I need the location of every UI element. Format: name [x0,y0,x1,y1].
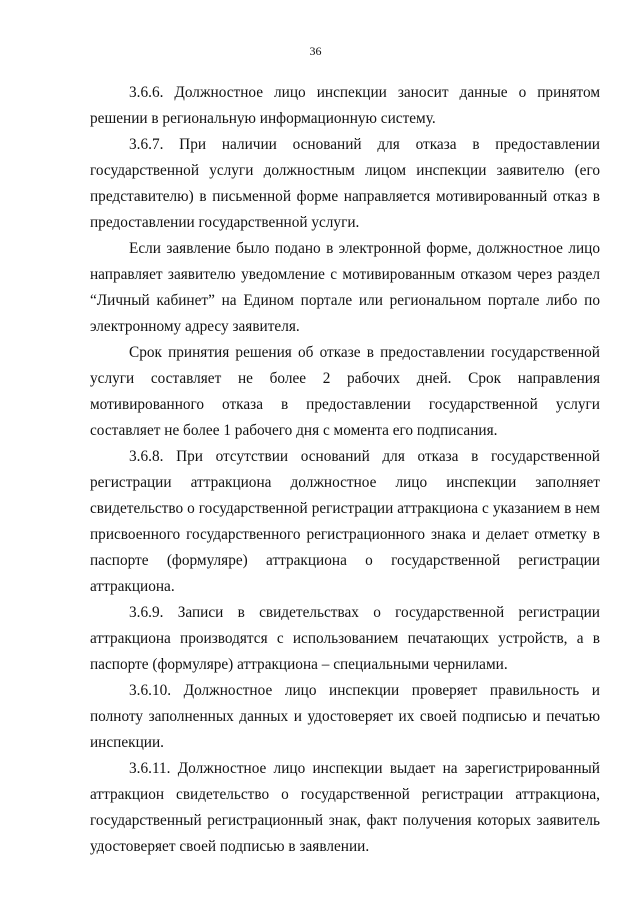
paragraph-3-6-8: 3.6.8. При отсутствии оснований для отказа в государственной регистрации аттракциона должностное лицо инспекции заполняет свидетельство о государственной регистрации аттракциона с указанием в нем присвоенного государственного регистрационного знака и делает отметку в паспорте (формуляре) аттракциона о государственной регистрации аттракциона. [90,448,600,595]
document-body [90,80,600,860]
paragraph-electronic-form: Если заявление было подано в электронной форме, должностное лицо направляет заявителю уведомление с мотивированным отказом через раздел “Личный кабинет” на Едином портале или региональном портале либо по электронному адресу заявителя. [90,240,600,335]
paragraph-3-6-10: 3.6.10. Должностное лицо инспекции проверяет правильность и полноту заполненных данных и удостоверяет их своей подписью и печатью инспекции. [90,682,600,751]
paragraph-refusal-deadline: Срок принятия решения об отказе в предоставлении государственной услуги составляет не более 2 рабочих дней. Срок направления мотивированного отказа в предоставлении государственной услуги составляет не более 1 рабочего дня с момента его подписания. [90,344,600,439]
paragraph-3-6-9: 3.6.9. Записи в свидетельствах о государственной регистрации аттракциона производятся с использованием печатающих устройств, а в паспорте (формуляре) аттракциона – специальными чернилами. [90,604,600,673]
paragraph-3-6-7: 3.6.7. При наличии оснований для отказа в предоставлении государственной услуги должностным лицом инспекции заявителю (его представителю) в письменной форме направляется мотивированный отказ в предоставлении государственной услуги. [90,136,600,231]
page-number: 36 [309,44,322,58]
paragraph-3-6-11: 3.6.11. Должностное лицо инспекции выдает на зарегистрированный аттракцион свидетельство о государственной регистрации аттракциона, государственный регистрационный знак, факт получения которых заявитель удостоверяет своей подписью в заявлении. [90,760,600,855]
paragraph-3-6-6: 3.6.6. Должностное лицо инспекции заносит данные о принятом решении в региональную информационную систему. [90,84,600,127]
